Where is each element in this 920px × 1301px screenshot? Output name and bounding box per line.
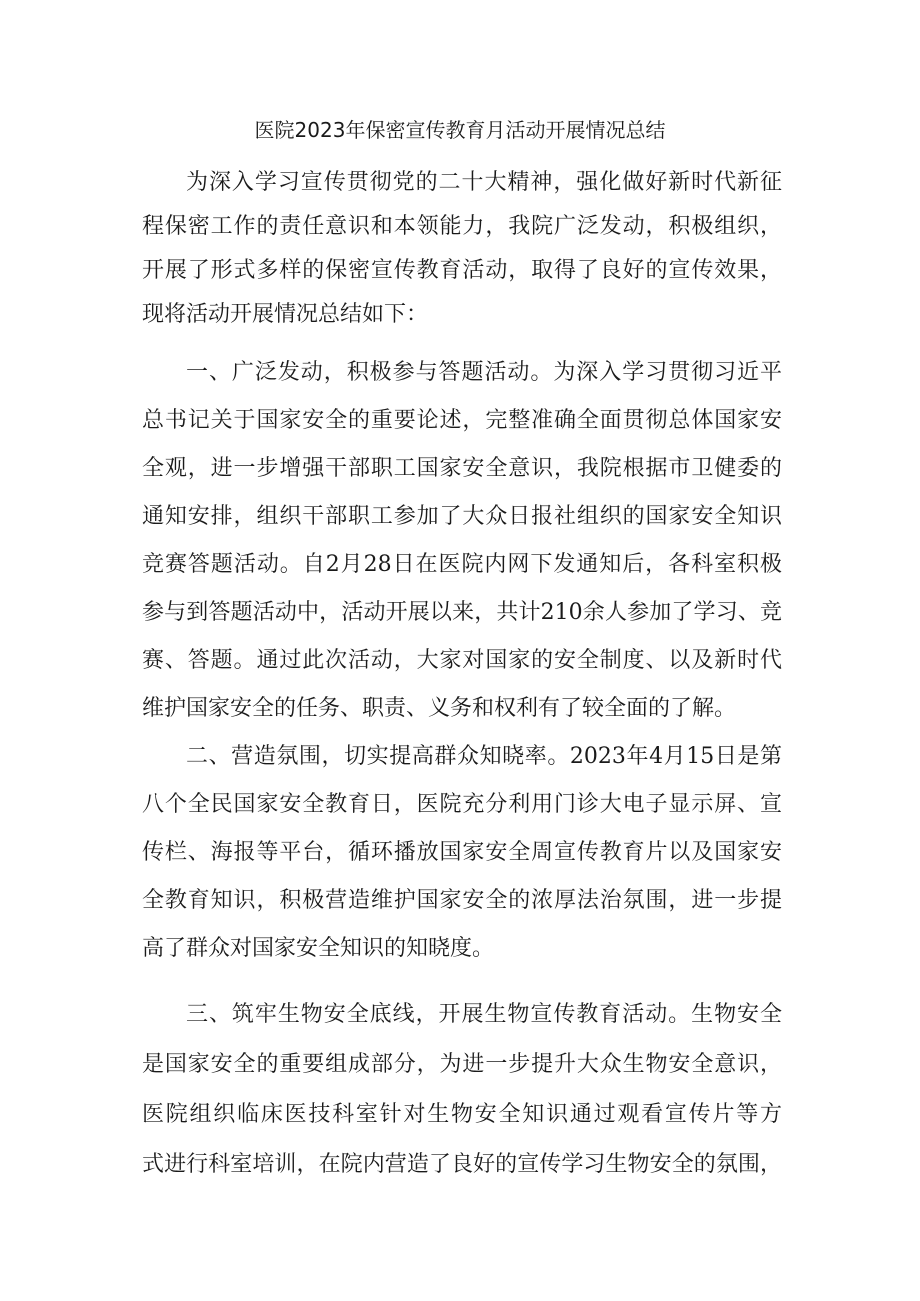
paragraph-4-line-1: 三、筑牢生物安全底线，开展生物宣传教育活动。生物安全 xyxy=(186,1002,782,1027)
paragraph-1-line-2: 程保密工作的责任意识和本领能力，我院广泛发动，积极组织， xyxy=(142,214,782,239)
paragraph-2-line-5: 竞赛答题活动。自2月28日在医院内网下发通知后，各科室积极 xyxy=(142,552,782,577)
paragraph-1-line-3: 开展了形式多样的保密宣传教育活动，取得了良好的宣传效果， xyxy=(142,258,782,283)
paragraph-2-line-1: 一、广泛发动，积极参与答题活动。为深入学习贯彻习近平 xyxy=(186,360,782,385)
paragraph-2-line-4: 通知安排，组织干部职工参加了大众日报社组织的国家安全知识 xyxy=(142,504,782,529)
paragraph-4-line-3: 医院组织临床医技科室针对生物安全知识通过观看宣传片等方 xyxy=(142,1102,782,1127)
paragraph-3-line-5: 高了群众对国家安全知识的知晓度。 xyxy=(142,936,495,961)
paragraph-2-line-2: 总书记关于国家安全的重要论述，完整准确全面贯彻总体国家安 xyxy=(142,408,782,433)
paragraph-4-line-4: 式进行科室培训，在院内营造了良好的宣传学习生物安全的氛围， xyxy=(142,1152,782,1177)
paragraph-3-line-3: 传栏、海报等平台，循环播放国家安全周宣传教育片以及国家安 xyxy=(142,840,782,865)
paragraph-3-line-1: 二、营造氛围，切实提高群众知晓率。2023年4月15日是第 xyxy=(186,744,782,769)
paragraph-2-line-3: 全观，进一步增强干部职工国家安全意识，我院根据市卫健委的 xyxy=(142,456,782,481)
paragraph-2-line-8: 维护国家安全的任务、职责、义务和权利有了较全面的了解。 xyxy=(142,696,737,721)
paragraph-1-line-1: 为深入学习宣传贯彻党的二十大精神，强化做好新时代新征 xyxy=(186,170,782,195)
paragraph-3-line-4: 全教育知识，积极营造维护国家安全的浓厚法治氛围，进一步提 xyxy=(142,888,782,913)
paragraph-1-line-4: 现将活动开展情况总结如下： xyxy=(142,302,429,327)
paragraph-2-line-6: 参与到答题活动中，活动开展以来，共计210余人参加了学习、竞 xyxy=(142,600,782,625)
document-title: 医院2023年保密宣传教育月活动开展情况总结 xyxy=(254,118,666,142)
paragraph-4-line-2: 是国家安全的重要组成部分，为进一步提升大众生物安全意识， xyxy=(142,1052,782,1077)
paragraph-3-line-2: 八个全民国家安全教育日，医院充分利用门诊大电子显示屏、宣 xyxy=(142,792,782,817)
paragraph-2-line-7: 赛、答题。通过此次活动，大家对国家的安全制度、以及新时代 xyxy=(142,648,782,673)
